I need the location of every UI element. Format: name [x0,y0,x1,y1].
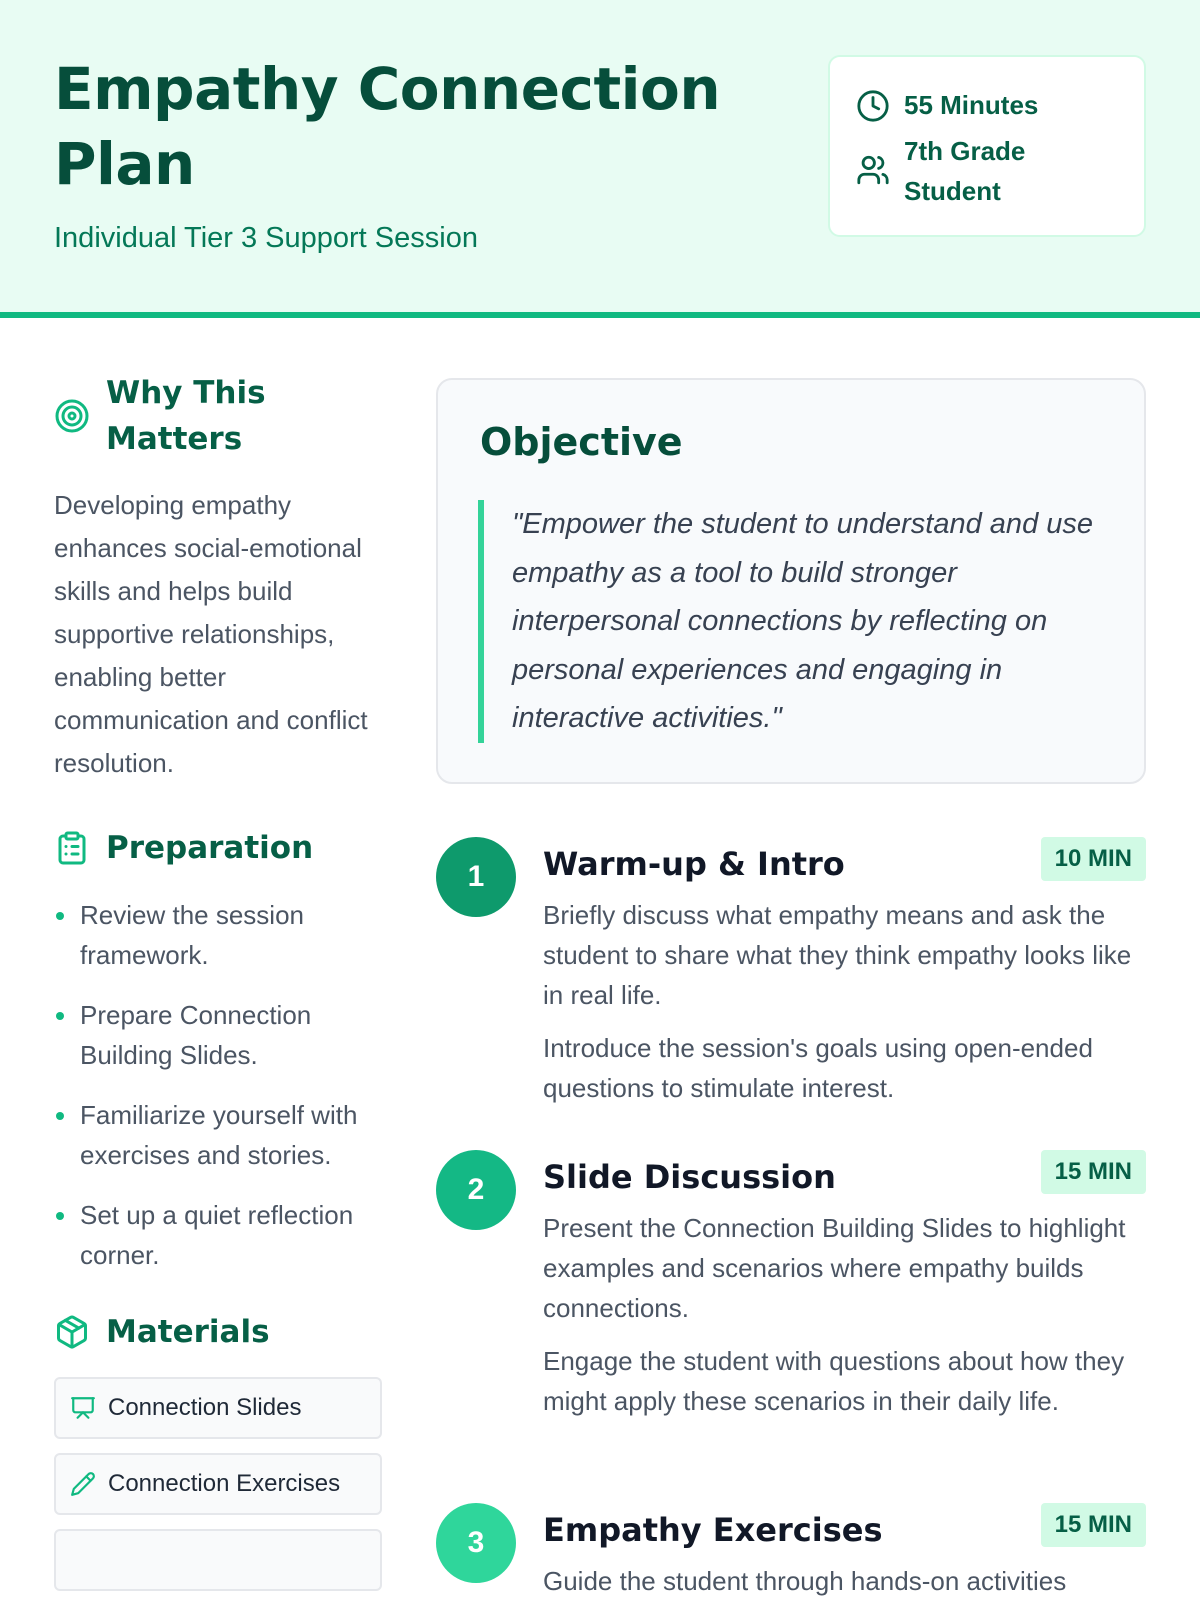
material-label: Connection Slides [108,1394,302,1421]
package-icon [54,1314,90,1350]
list-item: Set up a quiet reflection corner. [54,1195,384,1275]
material-item-exercises[interactable] [54,1453,382,1515]
materials-heading-row [54,1309,384,1355]
preparation-heading: Preparation [106,830,314,866]
step-duration-badge: 10 MIN [1041,837,1146,881]
objective-quote: "Empower the student to understand and use empathy as a tool to build stronger interpersonal connections by reflecting on personal experiences and engaging in interactive activities." [478,500,1108,743]
header [0,0,1200,318]
clock-icon [856,89,890,123]
presentation-icon [70,1395,96,1421]
audience-row [856,131,1104,211]
step-number-badge: 1 [436,837,516,917]
users-icon [856,153,890,187]
step-paragraph: Present the Connection Building Slides to highlight examples and scenarios where empathy builds connections. [543,1213,1126,1323]
step-body [543,1561,1143,1600]
preparation-list [54,895,384,1275]
audience-text: 7th Grade Student [904,136,1026,206]
step-body [543,1208,1143,1434]
step-duration-badge: 15 MIN [1041,1150,1146,1194]
sidebar [54,370,384,1600]
list-item: Review the session framework. [54,895,384,975]
step-title: Empathy Exercises [543,1511,883,1549]
duration-text: 55 Minutes [904,90,1039,120]
why-text: Developing empathy enhances social-emotional skills and helps build supportive relationships, enabling better communication and conflict resolution. [54,490,368,778]
objective-heading: Objective [480,420,683,464]
material-item-partial[interactable] [54,1529,382,1591]
preparation-heading-row [54,825,384,871]
page-title: Empathy Connection Plan [54,55,721,198]
why-heading-row [54,370,384,462]
page-subtitle: Individual Tier 3 Support Session [54,222,478,254]
duration-row [856,85,1104,125]
why-heading: Why This Matters [106,375,266,457]
step-title: Warm-up & Intro [543,845,845,883]
step-paragraph: Briefly discuss what empathy means and ask the student to share what they think empathy looks like in real life. [543,900,1132,1010]
list-item: Familiarize yourself with exercises and stories. [54,1095,384,1175]
target-icon [54,398,90,434]
material-item-slides[interactable] [54,1377,382,1439]
clipboard-list-icon [54,830,90,866]
objective-card [436,378,1146,784]
material-label: Connection Exercises [108,1470,341,1497]
session-info-card [828,55,1146,237]
step-number-badge: 3 [436,1503,516,1583]
step-body [543,895,1143,1121]
pencil-icon [70,1471,96,1497]
step-paragraph: Guide the student through hands-on activities [543,1566,1067,1596]
step-paragraph: Introduce the session's goals using open-ended questions to stimulate interest. [543,1033,1093,1103]
step-title: Slide Discussion [543,1158,836,1196]
step-paragraph: Engage the student with questions about how they might apply these scenarios in their daily life. [543,1346,1125,1416]
list-item: Prepare Connection Building Slides. [54,995,384,1075]
step-duration-badge: 15 MIN [1041,1503,1146,1547]
step-number-badge: 2 [436,1150,516,1230]
materials-list [54,1377,384,1591]
materials-heading: Materials [106,1314,270,1350]
